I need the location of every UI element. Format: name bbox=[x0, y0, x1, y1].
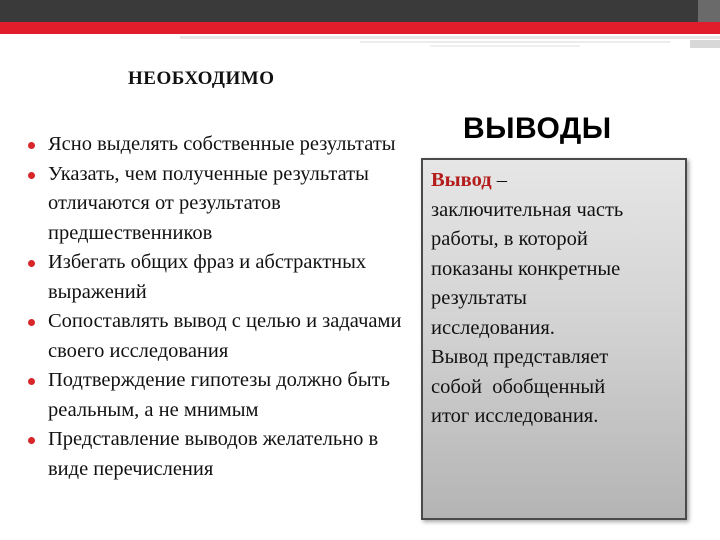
bullet-dot-icon bbox=[28, 260, 35, 267]
definition-term: Вывод bbox=[431, 169, 492, 191]
decorative-line-2 bbox=[360, 41, 670, 43]
extra-line: итог исследования. bbox=[431, 405, 599, 427]
list-item-text: Представление выводов желательно в виде перечисления bbox=[48, 428, 379, 480]
definition-dash: – bbox=[491, 169, 508, 191]
decorative-block bbox=[690, 40, 720, 48]
top-bar-corner-segment bbox=[698, 0, 720, 22]
bullet-dot-icon bbox=[28, 172, 35, 179]
list-item-text: Указать, чем полученные результаты отличаются от результатов предшественников bbox=[48, 162, 369, 244]
extra-line: собой обобщенный bbox=[431, 375, 606, 398]
bullet-dot-icon bbox=[28, 319, 35, 326]
definition-line: работы, в которой bbox=[431, 228, 588, 250]
list-item bbox=[24, 425, 409, 484]
definition-line: результаты bbox=[431, 287, 527, 309]
list-item bbox=[24, 160, 409, 249]
top-dark-bar bbox=[0, 0, 720, 22]
requirements-list bbox=[24, 130, 409, 484]
list-item bbox=[24, 248, 409, 307]
definition-line: заключительная часть bbox=[431, 198, 624, 221]
list-item-text: Подтверждение гипотезы должно быть реальным, а не мнимым bbox=[48, 369, 390, 421]
red-stripe bbox=[0, 22, 720, 34]
right-heading: ВЫВОДЫ bbox=[463, 112, 612, 145]
list-item bbox=[24, 130, 409, 160]
bullet-dot-icon bbox=[28, 437, 35, 444]
definition-term-line bbox=[431, 166, 677, 196]
decorative-line-3 bbox=[430, 45, 580, 47]
bullet-dot-icon bbox=[28, 142, 35, 149]
decorative-line-1 bbox=[180, 36, 720, 39]
left-heading: НЕОБХОДИМО bbox=[128, 68, 275, 89]
list-item-text: Сопоставлять вывод с целью и задачами своего исследования bbox=[48, 310, 402, 362]
list-item-text: Ясно выделять собственные результаты bbox=[48, 133, 396, 155]
extra-line: Вывод представляет bbox=[431, 346, 609, 368]
bullet-dot-icon bbox=[28, 378, 35, 385]
list-item-text: Избегать общих фраз и абстрактных выражений bbox=[48, 251, 367, 303]
definition-box bbox=[421, 158, 687, 520]
definition-line: показаны конкретные bbox=[431, 257, 621, 280]
list-item bbox=[24, 307, 409, 366]
definition-line: исследования. bbox=[431, 316, 555, 339]
list-item bbox=[24, 366, 409, 425]
